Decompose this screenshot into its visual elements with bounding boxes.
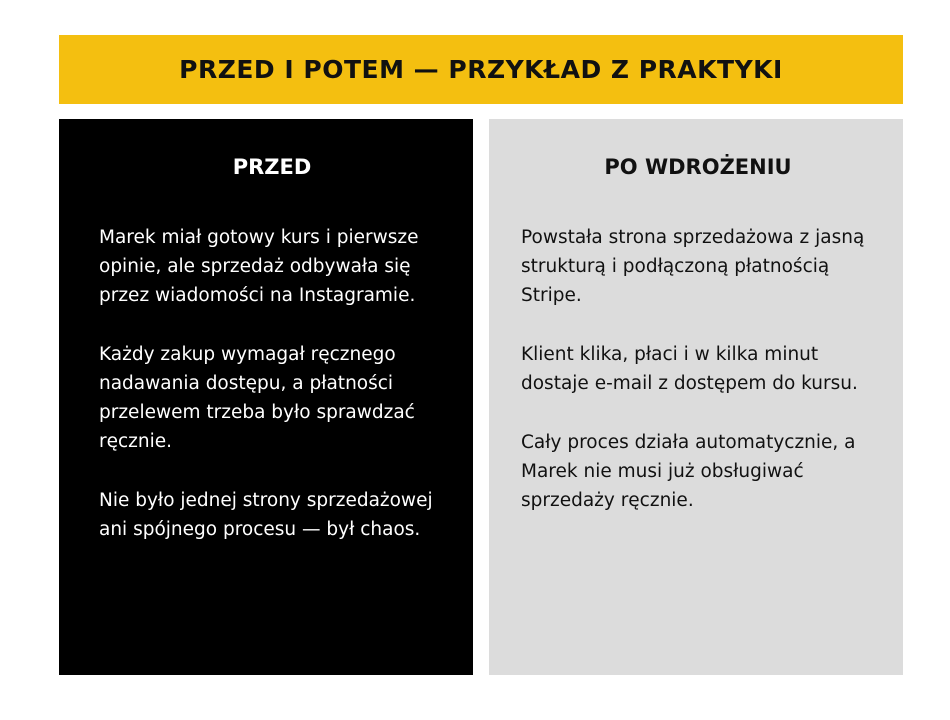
before-paragraph-list <box>99 223 445 544</box>
before-paragraph: Marek miał gotowy kurs i pierwsze opinie, ale sprzedaż odbywała się przez wiadomości na Instagramie. <box>99 227 419 306</box>
after-panel <box>489 119 903 675</box>
after-paragraph: Klient klika, płaci i w kilka minut dostaje e-mail z dostępem do kursu. <box>521 344 858 394</box>
page-title: PRZED I POTEM — PRZYKŁAD Z PRAKTYKI <box>179 55 783 84</box>
after-heading: PO WDROŻENIU <box>604 155 792 179</box>
after-paragraph-list <box>521 223 875 515</box>
title-banner <box>59 35 903 104</box>
after-paragraph: Powstała strona sprzedażowa z jasną strukturą i podłączoną płatnością Stripe. <box>521 227 865 306</box>
before-paragraph: Nie było jednej strony sprzedażowej ani spójnego procesu — był chaos. <box>99 490 433 540</box>
before-panel <box>59 119 473 675</box>
after-paragraph: Cały proces działa automatycznie, a Marek nie musi już obsługiwać sprzedaży ręcznie. <box>521 432 856 511</box>
before-heading: PRZED <box>232 155 312 179</box>
before-paragraph: Każdy zakup wymagał ręcznego nadawania dostępu, a płatności przelewem trzeba było sprawdzać ręcznie. <box>99 344 415 452</box>
